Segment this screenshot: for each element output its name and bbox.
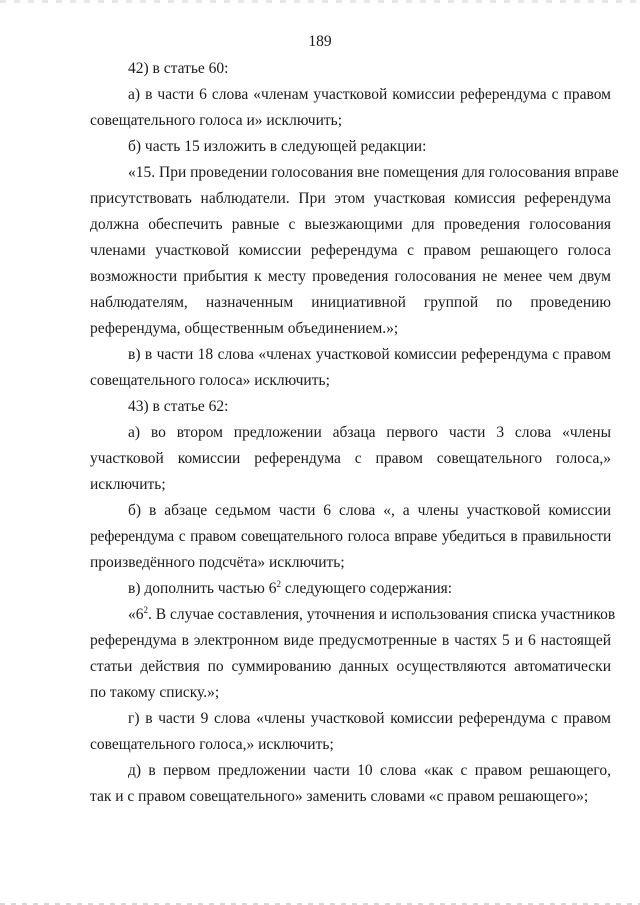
text-line: б) часть 15 изложить в следующей редакции: — [128, 138, 427, 155]
text-line: б) в абзаце седьмом части 6 слова «, а члены участковой комиссии — [128, 502, 611, 519]
text-line: совещательного голоса и» исключить; — [90, 112, 343, 129]
text-line: референдума с правом совещательного голоса вправе убедиться в правильности — [90, 528, 611, 545]
text-line: д) в первом предложении части 10 слова «как с правом решающего, — [128, 762, 611, 779]
text-line: присутствовать наблюдатели. При этом участковая комиссия референдума — [90, 190, 611, 207]
text-line: членами участковой комиссии референдума с правом решающего голоса — [90, 242, 611, 259]
text-segment: в) дополнить частью 6 — [128, 580, 277, 597]
text-line: 42) в статье 60: — [128, 60, 229, 77]
text-line: а) во втором предложении абзаца первого части 3 слова «члены — [128, 424, 611, 441]
text-segment: . В случае составления, уточнения и использования списка участников — [148, 606, 616, 623]
text-line: г) в части 9 слова «члены участковой комиссии референдума с правом — [128, 710, 611, 727]
text-line: статьи действия по суммированию данных осуществляются автоматически — [90, 658, 611, 675]
text-line: совещательного голоса» исключить; — [90, 372, 330, 389]
page-number: 189 — [308, 33, 332, 50]
text-line: 43) в статье 62: — [128, 398, 229, 415]
text-line: исключить; — [90, 476, 166, 493]
text-line: произведённого подсчёта» исключить; — [90, 554, 345, 571]
text-line: совещательного голоса,» исключить; — [90, 736, 334, 753]
text-line: в) в части 18 слова «членах участковой комиссии референдума с правом — [128, 346, 611, 363]
scan-edge-top — [0, 0, 640, 3]
superscript: 2 — [143, 605, 148, 615]
text-line: возможности прибытия к месту проведения голосования не менее чем двум — [90, 268, 611, 285]
text-segment: следующего содержания: — [280, 580, 453, 597]
text-segment: «6 — [128, 606, 144, 623]
text-line: наблюдателям, назначенным инициативной группой по проведению — [90, 294, 611, 311]
text-line — [128, 605, 616, 624]
text-line: а) в части 6 слова «членам участковой комиссии референдума с правом — [128, 86, 611, 103]
text-line — [128, 580, 452, 598]
superscript: 2 — [276, 579, 281, 589]
text-line: по такому списку.»; — [90, 684, 220, 701]
text-line: референдума в электронном виде предусмотренные в частях 5 и 6 настоящей — [90, 632, 611, 649]
text-line: должна обеспечить равные с выезжающими для проведения голосования — [90, 216, 611, 233]
text-line: так и с правом совещательного» заменить словами «с правом решающего»; — [90, 788, 589, 805]
text-line: референдума, общественным объединением.»; — [90, 320, 399, 337]
text-line: участковой комиссии референдума с правом совещательного голоса,» — [90, 450, 611, 467]
text-line: «15. При проведении голосования вне помещения для голосования вправе — [128, 164, 619, 181]
